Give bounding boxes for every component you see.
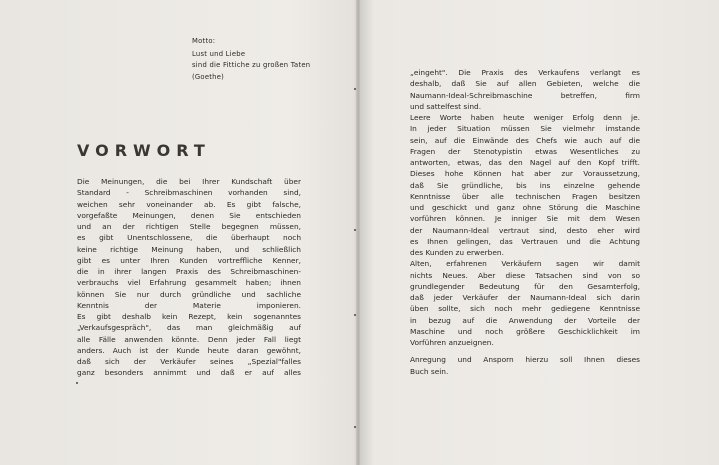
text-line: und sattelfest sind. — [410, 101, 482, 111]
text-line: Leere Worte haben heute weniger Erfolg denn je. — [410, 113, 640, 122]
text-line: Maschine und noch größere Geschicklichkeit im — [410, 326, 640, 336]
right-body-text — [410, 67, 640, 377]
text-line: es Ihnen gelingen, das Vertrauen und die Achtung — [410, 236, 640, 246]
text-line: „eingeht". Die Praxis des Verkaufens verlangt es — [410, 68, 640, 77]
paper-speck — [354, 314, 356, 316]
text-line: grundlegender Bedeutung für den Gesamterfolg, — [410, 281, 640, 291]
text-line: Dieses hohe Können hat aber zur Voraussetzung, — [410, 169, 640, 179]
text-line: üben sollte, sich noch mehr gediegene Kenntnisse — [410, 304, 640, 314]
page-heading: VORWORT — [77, 141, 211, 160]
text-line: und geschickt und ganz ohne Störung die Maschine — [410, 203, 640, 212]
text-line: deshalb, daß Sie auf allen Gebieten, welche die — [410, 79, 640, 89]
text-line: die in ihrer langen Praxis des Schreibmaschinen- — [77, 267, 301, 276]
text-line: es gibt Unentschlossene, die überhaupt noch — [77, 233, 301, 243]
motto-author: (Goethe) — [192, 72, 225, 81]
text-line: Es gibt deshalb kein Rezept, kein sogenanntes — [77, 312, 301, 321]
text-line: Standard - Schreibmaschinen vorhanden sind, — [77, 188, 301, 198]
text-line: der Naumann-Ideal vertraut sind, desto eher wird — [410, 225, 640, 235]
text-line: alle Fälle anwenden könnte. Denn jeder Fall liegt — [77, 334, 301, 344]
motto-line-2: sind die Fittiche zu großen Taten — [192, 61, 311, 69]
text-line: in bezug auf die Anwendung der Vorteile der — [410, 315, 640, 325]
text-line: Fragen der Stenotypistin etwas Wesentliches zu — [410, 146, 640, 156]
text-line: daß Sie gründliche, bis ins einzelne gehende — [410, 180, 640, 190]
text-line: anders. Auch ist der Kunde heute daran gewöhnt, — [77, 345, 301, 355]
text-line: verbrauchs viel Erfahrung gesammelt haben; ihnen — [77, 278, 301, 288]
text-line: und an der richtigen Stelle begegnen müssen, — [77, 222, 301, 231]
text-line: Anregung und Ansporn hierzu soll Ihnen dieses — [410, 355, 640, 365]
text-line: Kenntnis der Materie imponieren. — [77, 300, 301, 310]
text-line: sein, auf die Einwände des Chefs wie auch auf die — [410, 135, 640, 145]
text-line: „Verkaufsgespräch", das man gleichmäßig auf — [77, 323, 301, 333]
paper-speck — [354, 426, 356, 428]
text-line: In jeder Situation müssen Sie vielmehr imstande — [410, 124, 640, 134]
motto-line-1: Lust und Liebe — [192, 49, 246, 58]
text-line: vorgefaßte Meinungen, denen Sie entschieden — [77, 210, 301, 220]
text-line: des Kunden zu erwerben. — [410, 248, 504, 257]
paper-speck — [354, 229, 356, 231]
text-line: antworten, etwas, das den Nagel auf den Kopf trifft. — [410, 158, 640, 167]
text-line: vorführen können. Je inniger Sie mit dem Wesen — [410, 214, 640, 224]
text-line: daß sich der Verkäufer seines „Spezial"falles — [77, 357, 301, 366]
motto-title: Motto: — [192, 37, 216, 45]
text-line: weichen sehr voneinander ab. Es gibt falsche, — [77, 199, 301, 209]
text-line: keine richtige Meinung haben, und schließlich — [77, 244, 301, 254]
text-line: daß jeder Verkäufer der Naumann-Ideal sich darin — [410, 293, 640, 302]
text-line: ganz besonders annimmt und daß er auf alles — [77, 368, 301, 378]
text-line: Naumann-Ideal-Schreibmaschine betreffen, firm — [410, 90, 640, 100]
paper-speck — [354, 88, 356, 90]
motto-block — [192, 36, 352, 83]
text-line: Vorführen anzueignen. — [410, 338, 494, 347]
text-line: Kenntnisse über alle technischen Fragen besitzen — [410, 191, 640, 201]
text-line: Buch sein. — [410, 366, 449, 376]
left-body-text — [77, 176, 301, 379]
text-line: gibt es unter Ihren Kunden vortreffliche Kenner, — [77, 255, 301, 265]
text-line: nichts Neues. Aber diese Tatsachen sind von so — [410, 270, 640, 280]
text-line: Die Meinungen, die bei Ihrer Kundschaft über — [77, 177, 301, 186]
text-line: können Sie nur durch gründliche und sachliche — [77, 289, 301, 299]
text-line: Alten, erfahrenen Verkäufern sagen wir damit — [410, 259, 640, 269]
paper-speck — [76, 382, 78, 384]
